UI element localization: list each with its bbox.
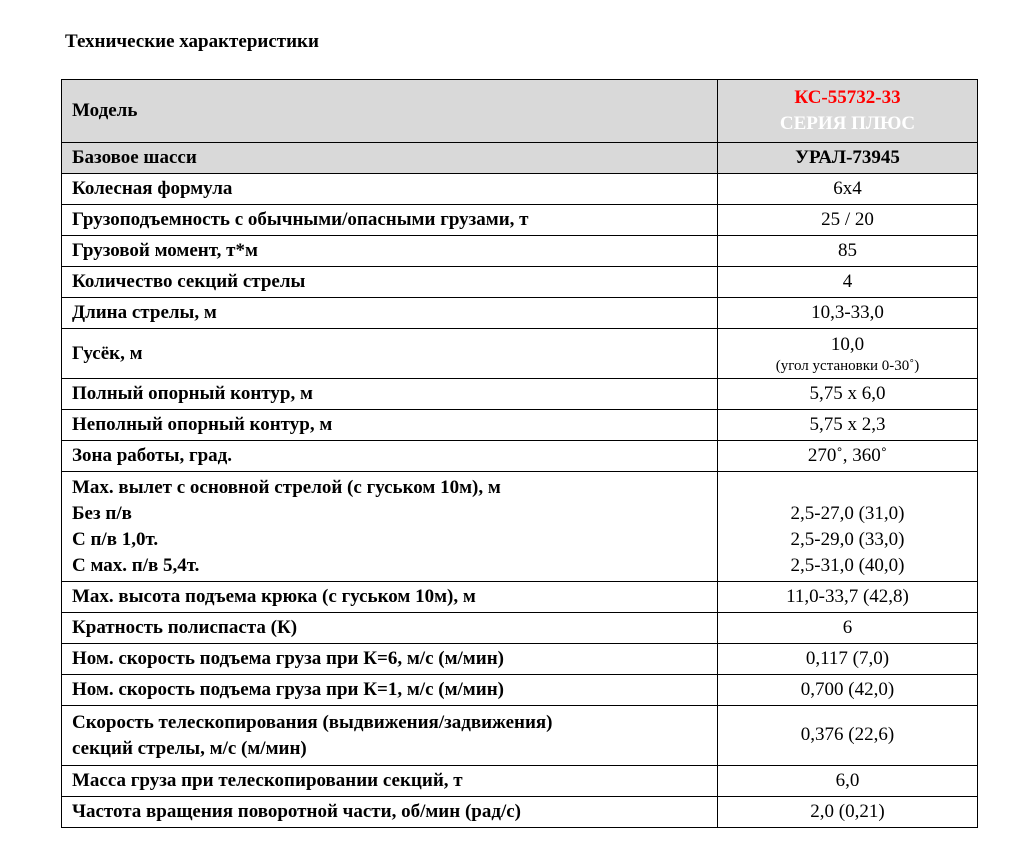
outreach-label [62,472,718,582]
row-value: 6х4 [718,174,978,205]
outreach-value: 2,5-31,0 (40,0) [790,555,905,576]
outreach-counterweight-max: С мах. п/в 5,4т. [72,554,200,576]
chassis-label: Базовое шасси [62,143,718,174]
model-series: СЕРИЯ ПЛЮС [779,113,916,134]
outreach-title: Мах. вылет с основной стрелой (с гуськом 10м), м [72,476,501,498]
table-row-model [62,80,978,143]
outreach-no-counterweight: Без п/в [72,502,132,524]
row-value: 6 [718,613,978,644]
jib-label: Гусёк, м [62,329,718,379]
table-row [62,174,978,205]
model-label: Модель [62,80,718,143]
row-label: Длина стрелы, м [62,298,718,329]
row-value: 270˚, 360˚ [718,441,978,472]
row-value: 0,117 (7,0) [718,644,978,675]
table-row [62,298,978,329]
telescoping-line-1: Скорость телескопирования (выдвижения/задвижения) [72,711,553,733]
row-label: Ном. скорость подъема груза при К=6, м/с (м/мин) [62,644,718,675]
jib-angle-note: (угол установки 0-30˚) [775,357,920,374]
row-label: Неполный опорный контур, м [62,410,718,441]
chassis-value: УРАЛ-73945 [718,143,978,174]
telescoping-value: 0,376 (22,6) [718,706,978,766]
table-row [62,205,978,236]
row-label: Кратность полиспаста (К) [62,613,718,644]
table-row-outreach [62,472,978,582]
table-row [62,582,978,613]
row-label: Ном. скорость подъема груза при К=1, м/с (м/мин) [62,675,718,706]
table-row-chassis [62,143,978,174]
model-code: КС-55732-33 [794,87,901,108]
row-value: 11,0-33,7 (42,8) [718,582,978,613]
outreach-value: 2,5-29,0 (33,0) [790,529,905,550]
jib-value [718,329,978,379]
row-label: Грузовой момент, т*м [62,236,718,267]
table-row [62,379,978,410]
specifications-table [61,79,978,828]
row-value: 5,75 х 6,0 [718,379,978,410]
row-label: Грузоподъемность с обычными/опасными грузами, т [62,205,718,236]
table-row [62,644,978,675]
jib-length: 10,0 [830,333,865,355]
table-row [62,766,978,797]
telescoping-line-2: секций стрелы, м/с (м/мин) [72,737,307,759]
row-label: Количество секций стрелы [62,267,718,298]
row-label: Масса груза при телескопировании секций, т [62,766,718,797]
outreach-values [718,472,978,582]
row-value: 4 [718,267,978,298]
row-value: 5,75 х 2,3 [718,410,978,441]
row-value: 25 / 20 [718,205,978,236]
row-label: Колесная формула [62,174,718,205]
table-row [62,410,978,441]
row-value: 2,0 (0,21) [718,797,978,828]
row-label: Частота вращения поворотной части, об/мин (рад/с) [62,797,718,828]
row-value: 10,3-33,0 [718,298,978,329]
telescoping-label [62,706,718,766]
row-value: 0,700 (42,0) [718,675,978,706]
table-row [62,441,978,472]
table-row [62,797,978,828]
row-value: 6,0 [718,766,978,797]
outreach-counterweight-1t: С п/в 1,0т. [72,528,159,550]
row-label: Зона работы, град. [62,441,718,472]
page-title: Технические характеристики [65,31,319,52]
table-row [62,675,978,706]
table-row-jib [62,329,978,379]
row-label: Полный опорный контур, м [62,379,718,410]
table-row [62,267,978,298]
row-label: Мах. высота подъема крюка (с гуськом 10м), м [62,582,718,613]
table-row [62,236,978,267]
table-row [62,613,978,644]
outreach-value: 2,5-27,0 (31,0) [790,503,905,524]
model-value [718,80,978,143]
row-value: 85 [718,236,978,267]
table-row-telescoping [62,706,978,766]
